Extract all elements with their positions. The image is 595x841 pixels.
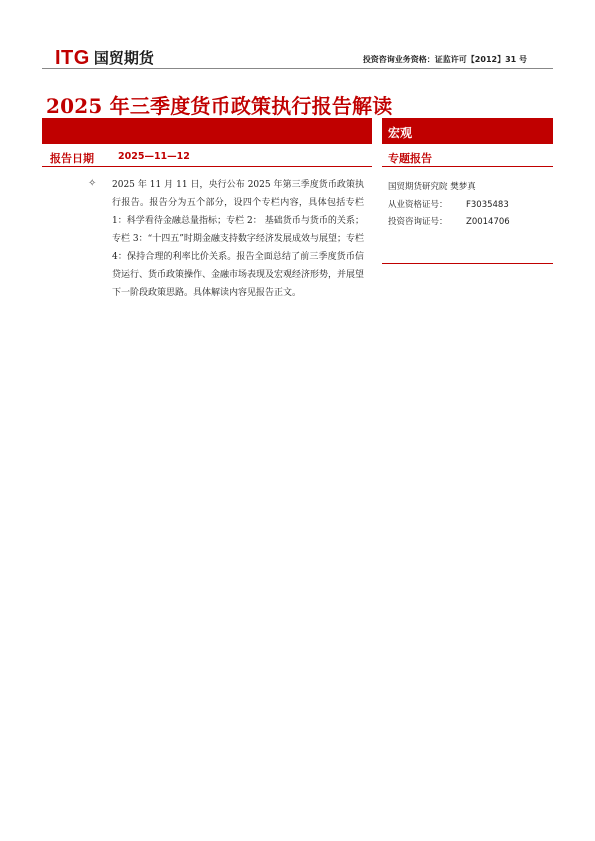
report-type-label: 专题报告 xyxy=(388,152,432,165)
practice-cert-value: F3035483 xyxy=(466,200,509,210)
report-date-label: 报告日期 xyxy=(50,152,94,165)
advisory-cert-label: 投资咨询证号： xyxy=(388,217,448,227)
advisory-cert-value: Z0014706 xyxy=(466,217,510,227)
qualification-text: 投资咨询业务资格：证监许可【2012】31 号 xyxy=(362,55,527,64)
header-divider xyxy=(42,68,553,69)
logo-company-name: 国贸期货 xyxy=(93,49,154,67)
company-logo xyxy=(55,47,154,69)
practice-cert-row xyxy=(388,198,509,210)
title-band xyxy=(42,118,372,144)
logo-mark: ITG xyxy=(55,47,90,69)
practice-cert-label: 从业资格证号： xyxy=(388,200,448,210)
summary-paragraph: 2025 年 11 月 11 日，央行公布 2025 年第三季度货币政策执行报告。报告分为五个部分，设四个专栏内容，具体包括专栏 1：科学看待金融总量指标；专栏 2： 基础货币与货币的关系；专栏 3：“十四五”时期金融支持数字经济发展成效与展望；专栏 4：保持合理的利率比价关系。报告全面总结了前三季度货币信贷运行、货币政策操作、金融市场表现及宏观经济形势，并展望下一阶段政策思路。具体解读内容见报告正文。 xyxy=(112,180,365,298)
advisory-cert-row xyxy=(388,215,510,227)
report-date-value: 2025—11—12 xyxy=(118,151,190,162)
analyst-institute: 国贸期货研究院 樊梦真 xyxy=(388,182,476,192)
diamond-outline-icon: ✧ xyxy=(88,178,97,189)
date-divider xyxy=(42,166,372,167)
report-title: 2025 年三季度货币政策执行报告解读 xyxy=(46,94,393,118)
category-label: 宏观 xyxy=(388,126,413,140)
analyst-divider xyxy=(382,263,553,264)
report-type-divider xyxy=(382,166,553,167)
